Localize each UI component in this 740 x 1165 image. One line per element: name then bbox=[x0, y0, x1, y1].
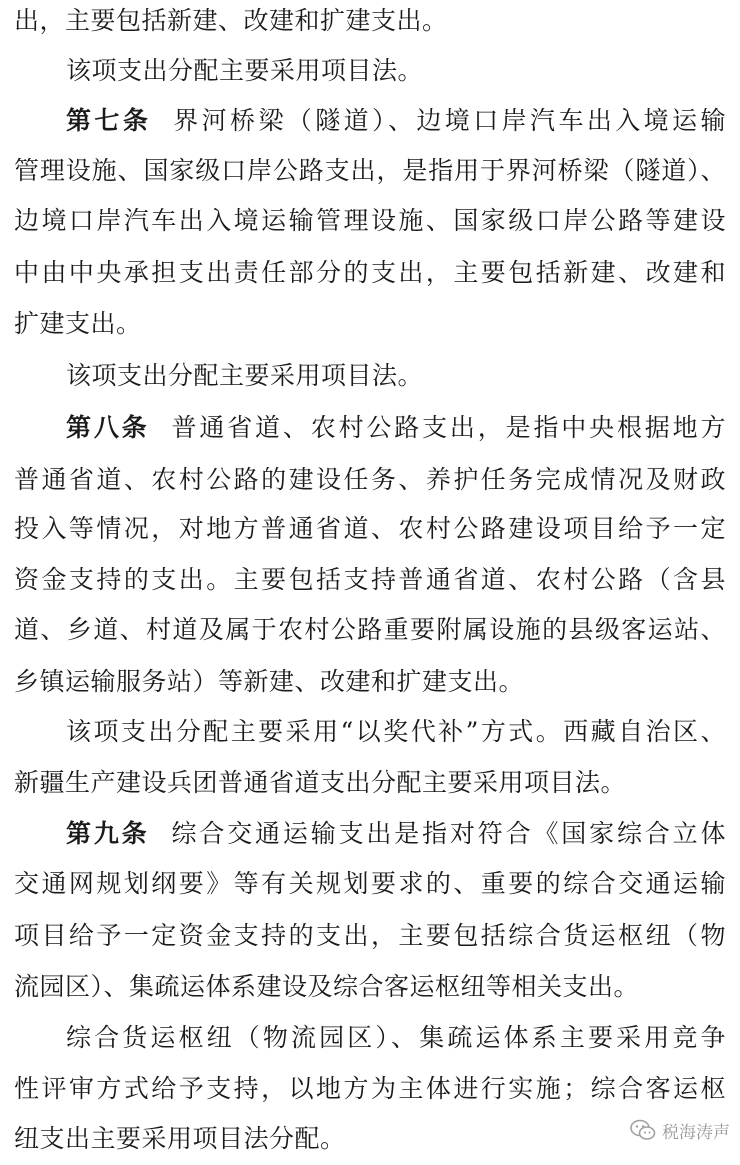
text-line: 性评审方式给予支持，以地方为主体进行实施；综合客运枢 bbox=[14, 1074, 726, 1103]
watermark-label: 税海涛声 bbox=[662, 1122, 730, 1143]
text-line: 综合货运枢纽（物流园区）、集疏运体系主要采用竞争 bbox=[66, 1023, 726, 1052]
text-line: 扩建支出。 bbox=[14, 309, 142, 338]
text-line: 乡镇运输服务站）等新建、改建和扩建支出。 bbox=[14, 667, 525, 696]
text-line: 普通省道、农村公路的建设任务、养护任务完成情况及财政 bbox=[14, 465, 726, 494]
watermark bbox=[630, 1115, 730, 1145]
text-line: 交通网规划纲要》等有关规划要求的、重要的综合交通运输 bbox=[14, 869, 726, 898]
text-line: 该项支出分配主要采用项目法。 bbox=[66, 56, 424, 85]
article-heading: 第八条 bbox=[66, 413, 150, 442]
text-line: 第七条 界河桥梁（隧道）、边境口岸汽车出入境运输 bbox=[66, 106, 726, 135]
wechat-icon bbox=[630, 1119, 656, 1141]
text-line: 出，主要包括新建、改建和扩建支出。 bbox=[14, 6, 448, 35]
text-line: 中由中央承担支出责任部分的支出，主要包括新建、改建和 bbox=[14, 258, 726, 287]
text-line: 管理设施、国家级口岸公路支出，是指用于界河桥梁（隧道）、 bbox=[14, 156, 726, 185]
text-line: 第八条 普通省道、农村公路支出，是指中央根据地方 bbox=[66, 413, 726, 442]
text-line: 道、乡道、村道及属于农村公路重要附属设施的县级客运站、 bbox=[14, 615, 726, 644]
article-heading: 第九条 bbox=[66, 819, 150, 848]
text-line: 投入等情况，对地方普通省道、农村公路建设项目给予一定 bbox=[14, 514, 726, 543]
text-line: 项目给予一定资金支持的支出，主要包括综合货运枢纽（物 bbox=[14, 921, 726, 950]
text-line: 该项支出分配主要采用“以奖代补”方式。西藏自治区、 bbox=[66, 717, 726, 746]
text-line: 第九条 综合交通运输支出是指对符合《国家综合立体 bbox=[66, 819, 726, 848]
text-line: 流园区）、集疏运体系建设及综合客运枢纽等相关支出。 bbox=[14, 972, 640, 1001]
text-line: 纽支出主要采用项目法分配。 bbox=[14, 1124, 346, 1153]
article-heading: 第七条 bbox=[66, 106, 152, 135]
text-line: 资金支持的支出。主要包括支持普通省道、农村公路（含县 bbox=[14, 565, 726, 594]
text-line: 新疆生产建设兵团普通省道支出分配主要采用项目法。 bbox=[14, 768, 627, 797]
text-line: 边境口岸汽车出入境运输管理设施、国家级口岸公路等建设 bbox=[14, 206, 726, 235]
text-line: 该项支出分配主要采用项目法。 bbox=[66, 361, 424, 390]
